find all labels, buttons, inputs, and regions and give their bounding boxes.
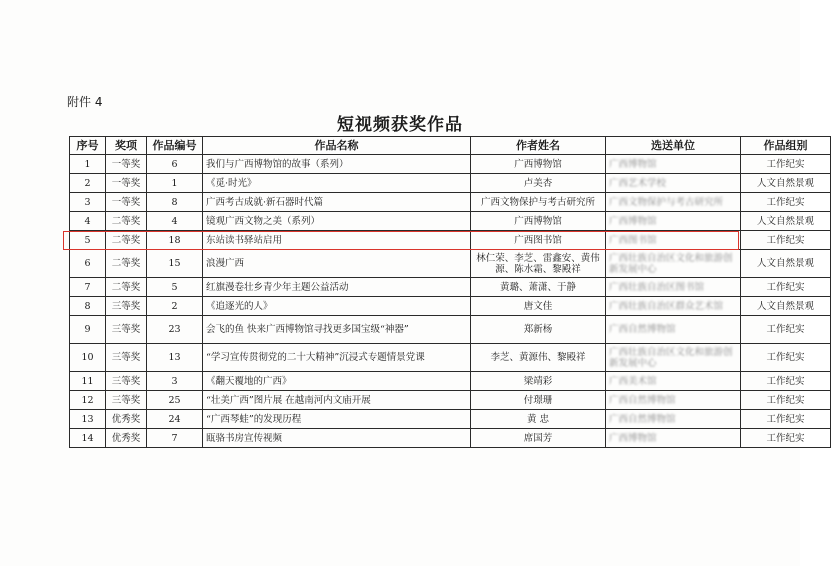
table-row xyxy=(70,250,831,278)
cell-group: 人文自然景观 xyxy=(741,212,831,231)
cell-unit: 广西自然博物馆 xyxy=(606,410,741,429)
cell-award: 三等奖 xyxy=(106,297,147,316)
cell-author: 黄璐、萧潇、于静 xyxy=(471,278,606,297)
cell-no: 9 xyxy=(70,316,106,344)
cell-no: 3 xyxy=(70,193,106,212)
table-row xyxy=(70,193,831,212)
cell-award: 二等奖 xyxy=(106,231,147,250)
cell-award: 三等奖 xyxy=(106,391,147,410)
cell-code: 2 xyxy=(147,297,203,316)
cell-code: 13 xyxy=(147,344,203,372)
cell-unit: 广西图书馆 xyxy=(606,231,741,250)
cell-name: 《觅·时光》 xyxy=(203,174,471,193)
cell-unit: 广西文物保护与考古研究所 xyxy=(606,193,741,212)
cell-award: 优秀奖 xyxy=(106,429,147,448)
cell-unit: 广西美术馆 xyxy=(606,372,741,391)
cell-award: 三等奖 xyxy=(106,372,147,391)
awards-table xyxy=(69,136,831,448)
cell-author: 黄 忠 xyxy=(471,410,606,429)
cell-award: 二等奖 xyxy=(106,278,147,297)
table-row xyxy=(70,391,831,410)
cell-author: 林仁荣、李芝、雷鑫安、黄伟源、陈水霜、黎殿祥 xyxy=(471,250,606,278)
cell-code: 23 xyxy=(147,316,203,344)
cell-award: 一等奖 xyxy=(106,174,147,193)
cell-no: 13 xyxy=(70,410,106,429)
cell-no: 11 xyxy=(70,372,106,391)
cell-group: 人文自然景观 xyxy=(741,250,831,278)
cell-award: 一等奖 xyxy=(106,155,147,174)
cell-author: 席国芳 xyxy=(471,429,606,448)
cell-unit: 广西博物馆 xyxy=(606,212,741,231)
col-header-no: 序号 xyxy=(70,137,106,155)
cell-unit: 广西壮族自治区图书馆 xyxy=(606,278,741,297)
table-row xyxy=(70,297,831,316)
cell-code: 25 xyxy=(147,391,203,410)
attachment-label: 附件 4 xyxy=(67,95,103,109)
cell-author: 付璟珊 xyxy=(471,391,606,410)
col-header-award: 奖项 xyxy=(106,137,147,155)
cell-no: 14 xyxy=(70,429,106,448)
cell-unit: 广西艺术学校 xyxy=(606,174,741,193)
cell-unit: 广西壮族自治区文化和旅游创新发展中心 xyxy=(606,344,741,372)
cell-group: 人文自然景观 xyxy=(741,174,831,193)
cell-name: 我们与广西博物馆的故事（系列） xyxy=(203,155,471,174)
cell-name: “学习宣传贯彻党的二十大精神”沉浸式专题情景党课 xyxy=(203,344,471,372)
cell-group: 工作纪实 xyxy=(741,372,831,391)
cell-author: 卢美杏 xyxy=(471,174,606,193)
cell-name: 镜观广西文物之美（系列） xyxy=(203,212,471,231)
cell-group: 工作纪实 xyxy=(741,410,831,429)
cell-unit: 广西壮族自治区文化和旅游创新发展中心 xyxy=(606,250,741,278)
cell-group: 工作纪实 xyxy=(741,344,831,372)
cell-name: 瓯骆书房宣传视频 xyxy=(203,429,471,448)
cell-award: 二等奖 xyxy=(106,250,147,278)
cell-name: 《翻天覆地的广西》 xyxy=(203,372,471,391)
cell-no: 7 xyxy=(70,278,106,297)
col-header-author: 作者姓名 xyxy=(471,137,606,155)
cell-unit: 广西自然博物馆 xyxy=(606,316,741,344)
cell-code: 4 xyxy=(147,212,203,231)
cell-author: 广西图书馆 xyxy=(471,231,606,250)
cell-no: 6 xyxy=(70,250,106,278)
cell-award: 三等奖 xyxy=(106,344,147,372)
cell-group: 工作纪实 xyxy=(741,231,831,250)
table-row xyxy=(70,344,831,372)
cell-name: 红旗漫卷壮乡青少年主题公益活动 xyxy=(203,278,471,297)
cell-code: 24 xyxy=(147,410,203,429)
table-row xyxy=(70,429,831,448)
cell-no: 2 xyxy=(70,174,106,193)
cell-group: 工作纪实 xyxy=(741,391,831,410)
cell-author: 广西博物馆 xyxy=(471,155,606,174)
table-row xyxy=(70,278,831,297)
document-title: 短视频获奖作品 xyxy=(337,115,463,135)
cell-name: 会飞的鱼 快来广西博物馆寻找更多国宝级“神器” xyxy=(203,316,471,344)
col-header-group: 作品组别 xyxy=(741,137,831,155)
cell-name: 广西考古成就·新石器时代篇 xyxy=(203,193,471,212)
cell-code: 6 xyxy=(147,155,203,174)
col-header-name: 作品名称 xyxy=(203,137,471,155)
cell-group: 工作纪实 xyxy=(741,278,831,297)
cell-name: 东站读书驿站启用 xyxy=(203,231,471,250)
cell-no: 4 xyxy=(70,212,106,231)
cell-author: 梁靖彩 xyxy=(471,372,606,391)
cell-code: 18 xyxy=(147,231,203,250)
cell-group: 工作纪实 xyxy=(741,193,831,212)
cell-name: 浪漫广西 xyxy=(203,250,471,278)
table-row xyxy=(70,174,831,193)
table-row xyxy=(70,231,831,250)
cell-group: 工作纪实 xyxy=(741,155,831,174)
cell-group: 工作纪实 xyxy=(741,429,831,448)
cell-unit: 广西博物馆 xyxy=(606,155,741,174)
cell-code: 8 xyxy=(147,193,203,212)
table-row xyxy=(70,410,831,429)
cell-name: “壮美广西”图片展 在越南河内文庙开展 xyxy=(203,391,471,410)
cell-no: 1 xyxy=(70,155,106,174)
cell-author: 唐文佳 xyxy=(471,297,606,316)
cell-unit: 广西博物馆 xyxy=(606,429,741,448)
cell-author: 郑新杨 xyxy=(471,316,606,344)
cell-group: 工作纪实 xyxy=(741,316,831,344)
table-header-row xyxy=(70,137,831,155)
cell-award: 三等奖 xyxy=(106,316,147,344)
cell-code: 15 xyxy=(147,250,203,278)
cell-author: 广西文物保护与考古研究所 xyxy=(471,193,606,212)
cell-no: 5 xyxy=(70,231,106,250)
cell-award: 二等奖 xyxy=(106,212,147,231)
table-row xyxy=(70,316,831,344)
col-header-code: 作品编号 xyxy=(147,137,203,155)
cell-unit: 广西自然博物馆 xyxy=(606,391,741,410)
cell-no: 8 xyxy=(70,297,106,316)
cell-no: 10 xyxy=(70,344,106,372)
table-row xyxy=(70,372,831,391)
cell-name: “广西琴蛙”的发现历程 xyxy=(203,410,471,429)
cell-award: 优秀奖 xyxy=(106,410,147,429)
cell-award: 一等奖 xyxy=(106,193,147,212)
cell-code: 5 xyxy=(147,278,203,297)
cell-author: 广西博物馆 xyxy=(471,212,606,231)
cell-unit: 广西壮族自治区群众艺术馆 xyxy=(606,297,741,316)
cell-group: 人文自然景观 xyxy=(741,297,831,316)
cell-code: 3 xyxy=(147,372,203,391)
cell-author: 李芝、黄源伟、黎殿祥 xyxy=(471,344,606,372)
col-header-unit: 选送单位 xyxy=(606,137,741,155)
table-row xyxy=(70,212,831,231)
cell-no: 12 xyxy=(70,391,106,410)
cell-code: 7 xyxy=(147,429,203,448)
cell-name: 《追逐光的人》 xyxy=(203,297,471,316)
table-row xyxy=(70,155,831,174)
cell-code: 1 xyxy=(147,174,203,193)
